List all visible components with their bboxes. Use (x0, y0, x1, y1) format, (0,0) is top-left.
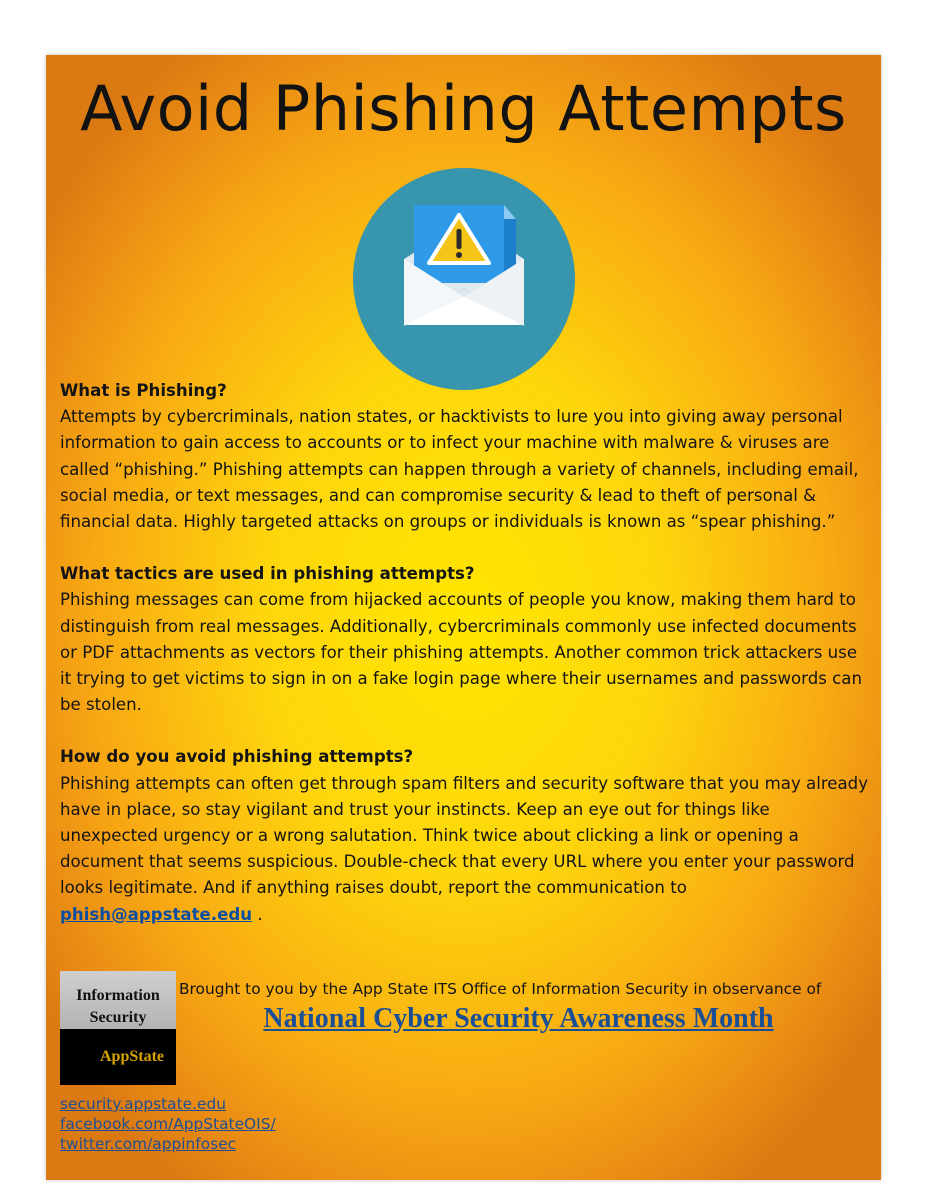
section-tactics (60, 561, 872, 718)
section-avoid (60, 744, 872, 927)
website-link[interactable]: security.appstate.edu (60, 1095, 226, 1113)
section-text: Attempts by cybercriminals, nation states, or hacktivists to lure you into giving away personal information to gain access to accounts or to infect your machine with malware & viruses are called “phishing.” Phishing attempts can happen through a variety of channels, including email, social media, or text messages, and can compromise security & lead to theft of personal & financial data. Highly targeted attacks on groups or individuals is known as “spear phishing.” (60, 407, 859, 532)
section-text (60, 771, 872, 928)
section-heading: How do you avoid phishing attempts? (60, 747, 414, 767)
brought-by-text: Brought to you by the App State ITS Office of Information Security in observance of (179, 980, 822, 998)
article-body (60, 378, 872, 954)
logo-line-1: Information (76, 987, 160, 1004)
twitter-link[interactable]: twitter.com/appinfosec (60, 1135, 237, 1153)
footer-links (60, 1094, 276, 1154)
section-text: Phishing messages can come from hijacked accounts of people you know, making them hard to distinguish from real messages. Additionally, cybercriminals commonly use infected documents or PDF attachments as vectors for their phishing attempts. Another common trick attackers use it trying to get victims to sign in on a fake login page where their usernames and passwords can be stolen. (60, 590, 862, 715)
flyer-page (46, 55, 881, 1180)
section-heading: What tactics are used in phishing attempts? (60, 564, 475, 584)
email-warning-icon (352, 167, 576, 391)
email-trailing-punct: . (252, 904, 263, 924)
facebook-link[interactable]: facebook.com/AppStateOIS/ (60, 1115, 276, 1133)
page-title: Avoid Phishing Attempts (80, 72, 847, 145)
section-heading: What is Phishing? (60, 381, 227, 400)
logo-org-name: AppState (100, 1048, 165, 1065)
report-email-link[interactable]: phish@appstate.edu (60, 904, 253, 924)
logo-line-2: Security (89, 1009, 147, 1026)
campaign-link[interactable]: National Cyber Security Awareness Month (263, 1003, 774, 1034)
section-what-is-phishing (60, 378, 872, 535)
section-text-body: Phishing attempts can often get through spam filters and security software that you may already have in place, so stay vigilant and trust your instincts. Keep an eye out for things like unexpected urgency or a wrong salutation. Think twice about clicking a link or opening a document that seems suspicious. Double-check that every URL where you enter your password looks legitimate. And if anything raises doubt, report the communication to (60, 773, 869, 898)
